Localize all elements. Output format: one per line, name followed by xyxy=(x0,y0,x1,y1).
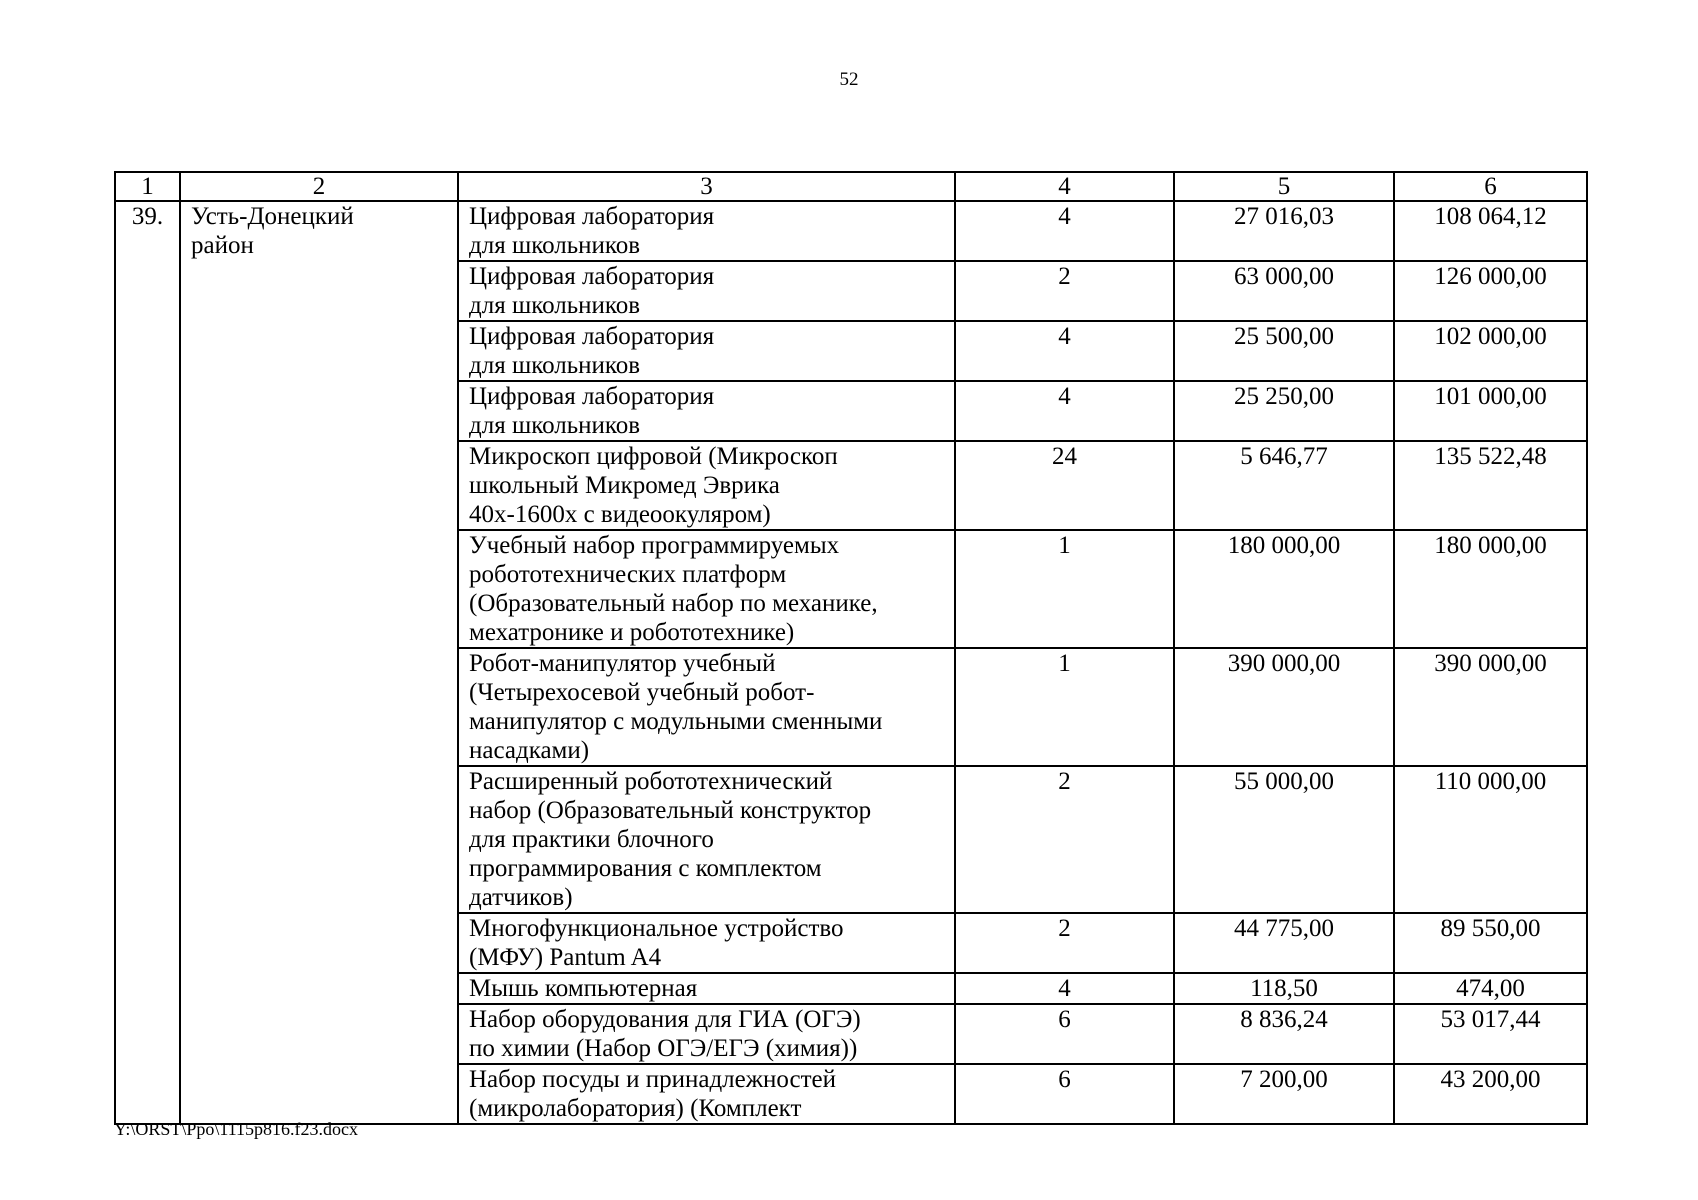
total-cell: 53 017,44 xyxy=(1394,1004,1587,1064)
item-name: Робот-манипулятор учебный (Четырехосевой учебный робот- манипулятор с модульными сменными насадками) xyxy=(469,650,883,764)
item-name-cell xyxy=(458,973,955,1004)
quantity-cell: 6 xyxy=(955,1064,1174,1124)
table-row xyxy=(115,201,1587,261)
item-name: Набор оборудования для ГИА (ОГЭ) по химии (Набор ОГЭ/ЕГЭ (химия)) xyxy=(469,1006,861,1062)
quantity-cell: 2 xyxy=(955,766,1174,913)
item-name-cell xyxy=(458,530,955,648)
price-cell: 118,50 xyxy=(1174,973,1394,1004)
price-cell: 25 500,00 xyxy=(1174,321,1394,381)
quantity-cell: 4 xyxy=(955,973,1174,1004)
quantity-cell: 4 xyxy=(955,381,1174,441)
price-cell: 8 836,24 xyxy=(1174,1004,1394,1064)
total-cell: 89 550,00 xyxy=(1394,913,1587,973)
total-cell: 126 000,00 xyxy=(1394,261,1587,321)
item-name: Цифровая лаборатория для школьников xyxy=(469,203,715,259)
price-cell: 27 016,03 xyxy=(1174,201,1394,261)
total-cell: 180 000,00 xyxy=(1394,530,1587,648)
column-header: 5 xyxy=(1174,172,1394,201)
price-cell: 55 000,00 xyxy=(1174,766,1394,913)
table-header-row xyxy=(115,172,1587,201)
total-cell: 390 000,00 xyxy=(1394,648,1587,766)
item-name: Цифровая лаборатория для школьников xyxy=(469,383,715,439)
item-name-cell xyxy=(458,201,955,261)
item-name-cell xyxy=(458,261,955,321)
district-name: Усть-Донецкий район xyxy=(191,203,354,259)
item-name-cell xyxy=(458,1064,955,1124)
item-name: Набор посуды и принадлежностей (микролаборатория) (Комплект xyxy=(469,1066,837,1122)
total-cell: 135 522,48 xyxy=(1394,441,1587,530)
total-cell: 43 200,00 xyxy=(1394,1064,1587,1124)
total-cell: 110 000,00 xyxy=(1394,766,1587,913)
total-cell: 474,00 xyxy=(1394,973,1587,1004)
price-cell: 180 000,00 xyxy=(1174,530,1394,648)
item-name-cell xyxy=(458,441,955,530)
quantity-cell: 4 xyxy=(955,201,1174,261)
item-name-cell xyxy=(458,381,955,441)
district-cell xyxy=(180,201,458,1124)
price-cell: 44 775,00 xyxy=(1174,913,1394,973)
total-cell: 101 000,00 xyxy=(1394,381,1587,441)
quantity-cell: 1 xyxy=(955,530,1174,648)
quantity-cell: 2 xyxy=(955,913,1174,973)
item-name-cell xyxy=(458,1004,955,1064)
price-cell: 7 200,00 xyxy=(1174,1064,1394,1124)
price-cell: 25 250,00 xyxy=(1174,381,1394,441)
item-name: Учебный набор программируемых робототехнических платформ (Образовательный набор по механике, мехатронике и робототехнике) xyxy=(469,532,878,646)
total-cell: 108 064,12 xyxy=(1394,201,1587,261)
quantity-cell: 6 xyxy=(955,1004,1174,1064)
price-cell: 5 646,77 xyxy=(1174,441,1394,530)
item-name: Многофункциональное устройство (МФУ) Pantum A4 xyxy=(469,915,844,971)
column-header: 1 xyxy=(115,172,180,201)
page-number: 52 xyxy=(839,69,859,90)
item-name: Цифровая лаборатория для школьников xyxy=(469,323,715,379)
column-header: 4 xyxy=(955,172,1174,201)
quantity-cell: 4 xyxy=(955,321,1174,381)
item-name-cell xyxy=(458,913,955,973)
row-number-cell: 39. xyxy=(115,201,180,1124)
quantity-cell: 1 xyxy=(955,648,1174,766)
quantity-cell: 2 xyxy=(955,261,1174,321)
equipment-table xyxy=(114,171,1588,1125)
item-name-cell xyxy=(458,766,955,913)
item-name-cell xyxy=(458,321,955,381)
price-cell: 63 000,00 xyxy=(1174,261,1394,321)
price-cell: 390 000,00 xyxy=(1174,648,1394,766)
item-name: Микроскоп цифровой (Микроскоп школьный Микромед Эврика 40х-1600х с видеоокуляром) xyxy=(469,443,838,528)
quantity-cell: 24 xyxy=(955,441,1174,530)
column-header: 3 xyxy=(458,172,955,201)
total-cell: 102 000,00 xyxy=(1394,321,1587,381)
item-name: Мышь компьютерная xyxy=(469,975,698,1002)
item-name-cell xyxy=(458,648,955,766)
column-header: 6 xyxy=(1394,172,1587,201)
item-name: Цифровая лаборатория для школьников xyxy=(469,263,715,319)
column-header: 2 xyxy=(180,172,458,201)
file-path-footer: Y:\ORST\Ppo\1115p816.f23.docx xyxy=(114,1119,359,1139)
item-name: Расширенный робототехнический набор (Образовательный конструктор для практики блочного программирования с комплектом датчиков) xyxy=(469,768,872,911)
